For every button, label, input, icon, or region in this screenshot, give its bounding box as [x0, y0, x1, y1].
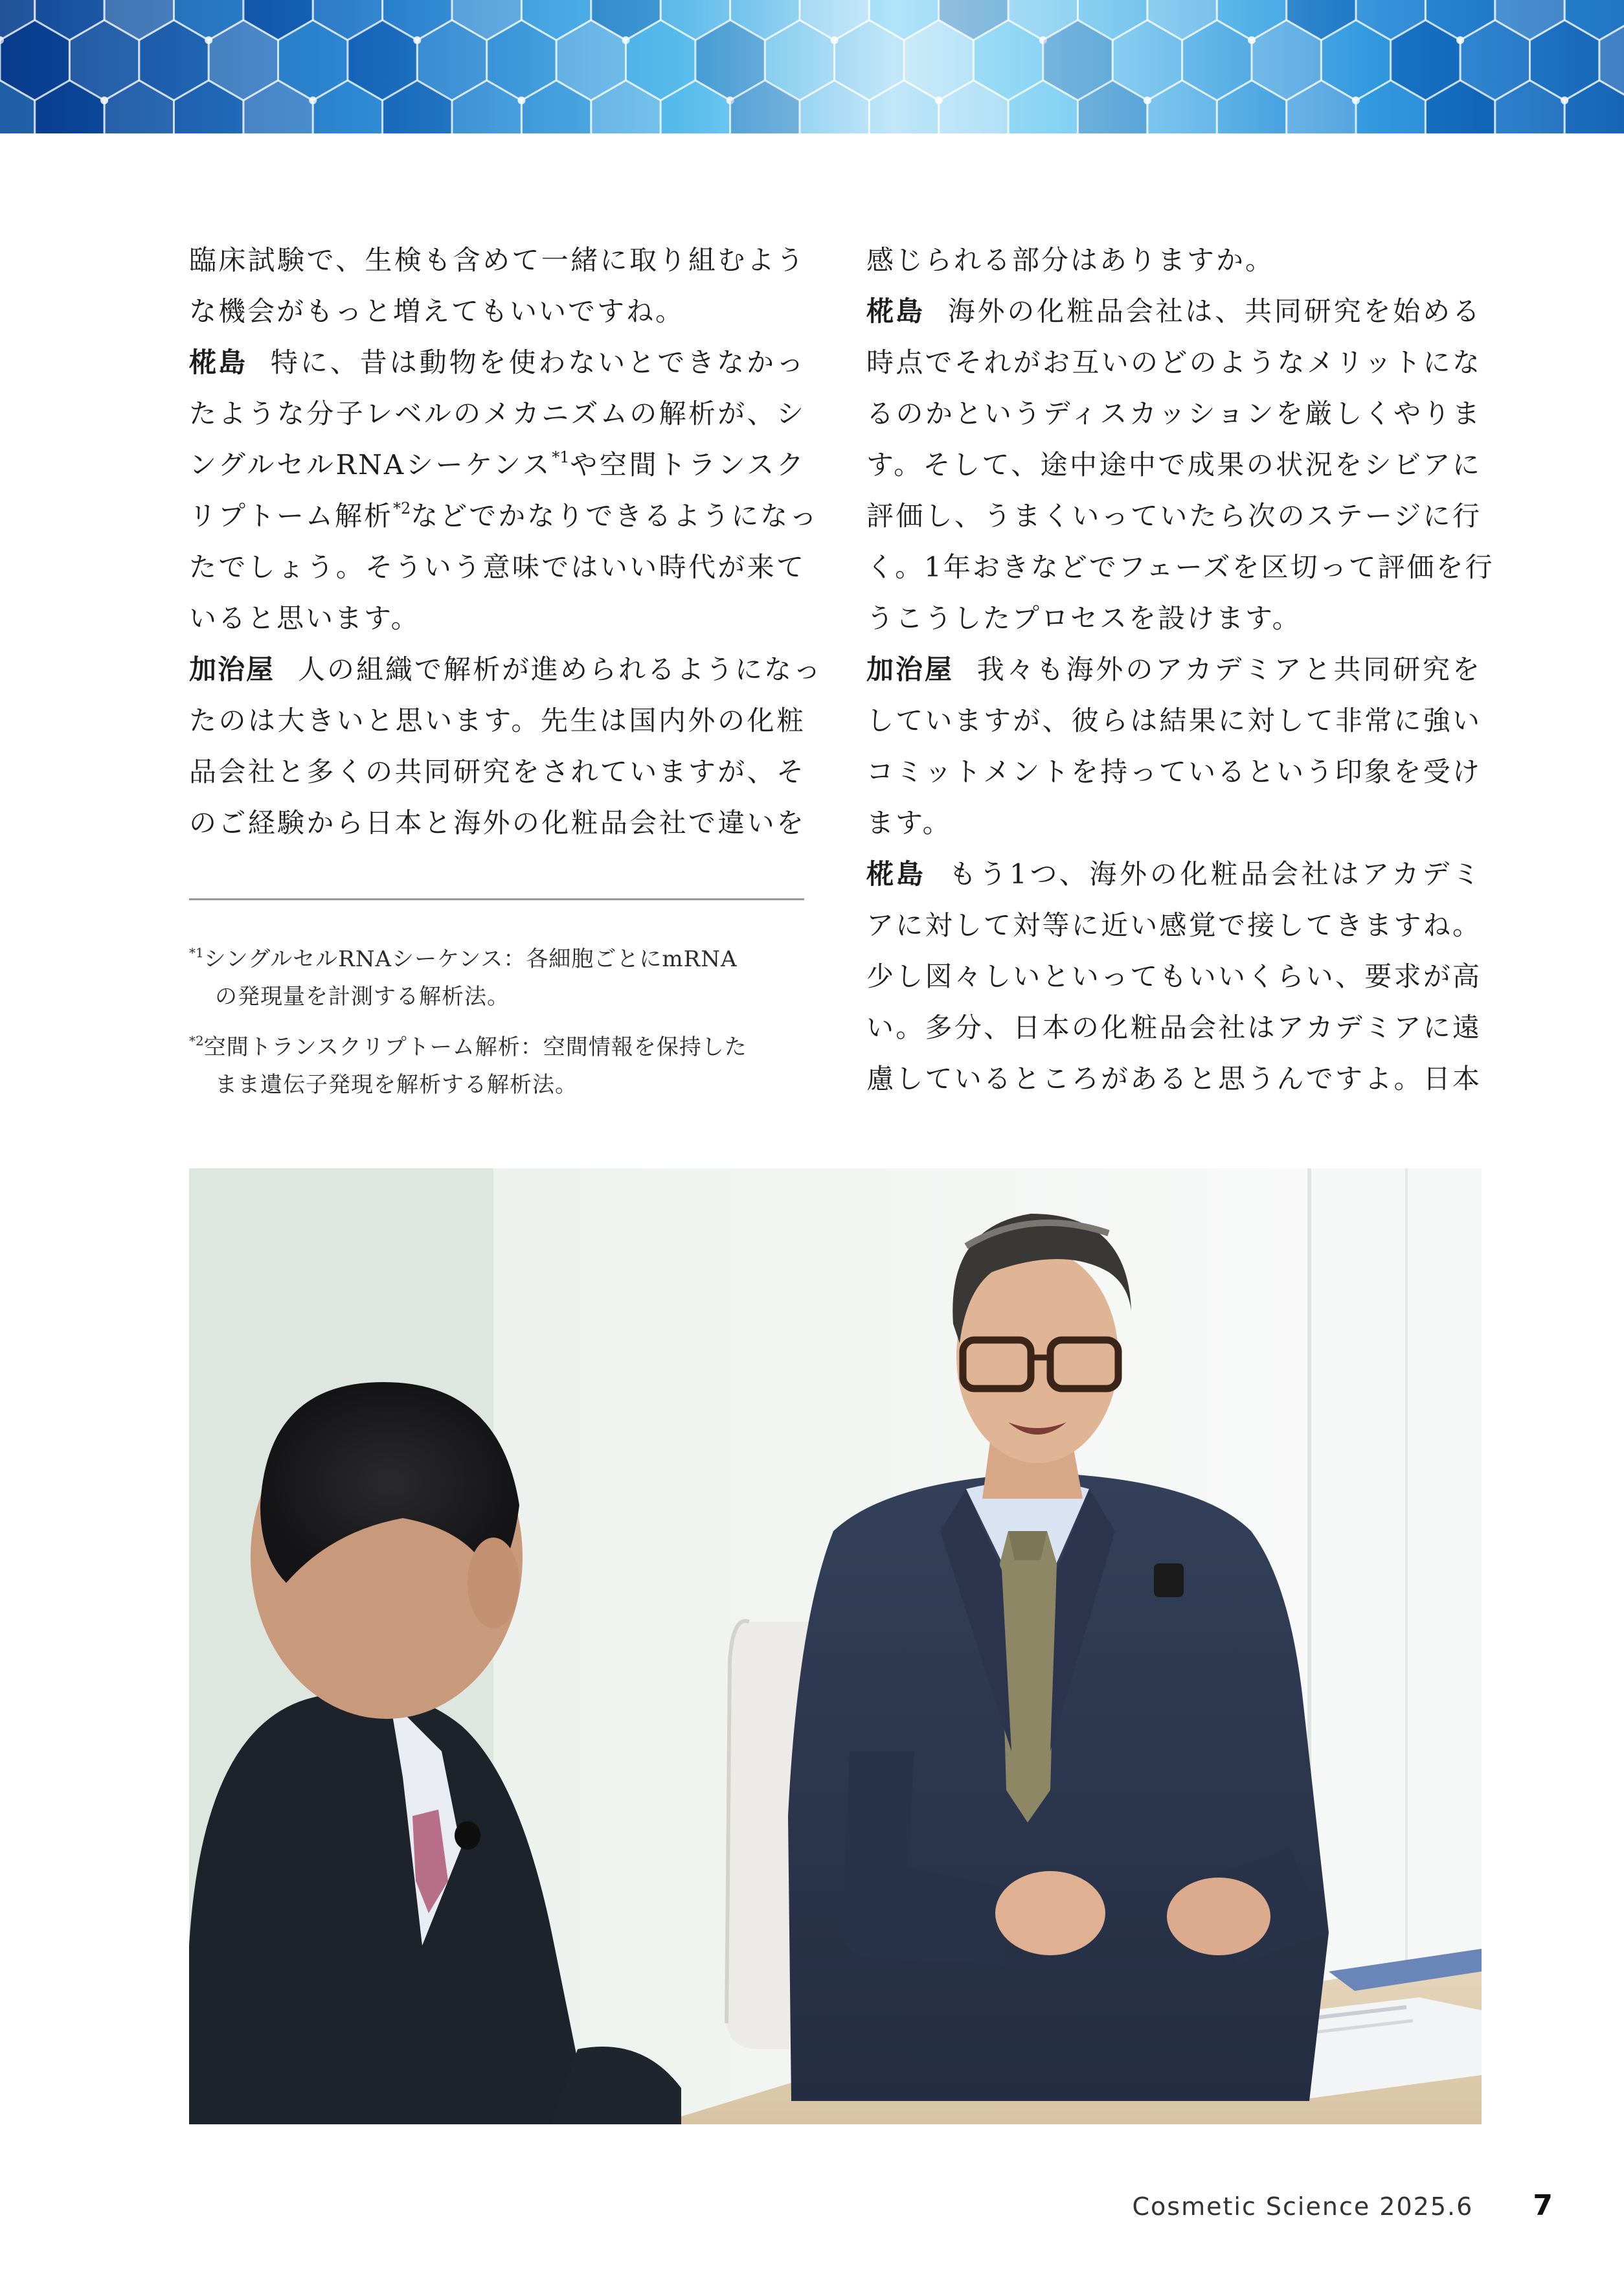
text-line — [189, 644, 823, 695]
article-left-column — [189, 234, 823, 848]
text-line — [866, 388, 1482, 439]
text-line — [189, 234, 806, 286]
body-text: く。1年おきなどでフェーズを区切って評価を行 — [866, 551, 1494, 583]
text-line — [189, 695, 806, 746]
text-line — [189, 337, 806, 388]
speaker-name: 椛島 — [866, 295, 925, 327]
article-right-column — [866, 234, 1494, 1104]
text-line — [189, 541, 806, 593]
header-hexagon-banner — [0, 0, 1624, 133]
text-line — [189, 490, 819, 541]
body-text: 我々も海外のアカデミアと共同研究を — [976, 653, 1482, 685]
speaker-name: 加治屋 — [189, 653, 275, 685]
body-text: のご経験から日本と海外の化粧品会社で違いを — [189, 807, 806, 839]
footnote-reference: *2 — [393, 499, 411, 517]
body-text: いると思います。 — [189, 602, 420, 634]
text-line — [189, 593, 806, 644]
text-line — [866, 797, 1482, 848]
body-text: ます。 — [866, 807, 952, 839]
body-text: などでかなりできるようになっ — [411, 500, 819, 532]
body-text: い。多分、日本の化粧品会社はアカデミアに遠 — [866, 1012, 1482, 1043]
text-line — [189, 439, 806, 490]
footnotes — [189, 940, 806, 1117]
body-text: 評価し、うまくいっていたら次のステージに行 — [866, 500, 1482, 532]
footnote-text-cont: まま遺伝子発現を解析する解析法。 — [215, 1072, 578, 1098]
footnote-text-cont: の発現量を計測する解析法。 — [215, 984, 510, 1010]
body-text: す。そして、途中途中で成果の状況をシビアに — [866, 449, 1482, 481]
body-text: 時点でそれがお互いのどのようなメリットにな — [866, 346, 1482, 378]
interview-photo — [189, 1168, 1482, 2124]
footnote-reference: *1 — [552, 448, 570, 466]
text-line — [866, 439, 1482, 490]
footnote-2 — [189, 1028, 806, 1104]
footnote-text: 空間トランスクリプトーム解析：空間情報を保持した — [203, 1034, 747, 1060]
text-line — [866, 490, 1482, 541]
body-text: 特に、昔は動物を使わないとできなかっ — [270, 346, 806, 378]
body-text: 少し図々しいといってもいいくらい、要求が高 — [866, 960, 1482, 992]
body-text: るのかというディスカッションを厳しくやりま — [866, 398, 1482, 429]
footnote-divider — [189, 898, 804, 900]
body-text: もう1つ、海外の化粧品会社はアカデミ — [949, 858, 1482, 890]
text-line — [189, 797, 806, 848]
body-text: 臨床試験で、生検も含めて一緒に取り組むよう — [189, 244, 806, 276]
speaker-name: 加治屋 — [866, 653, 954, 685]
text-line — [866, 848, 1482, 900]
hexagon-pattern — [0, 0, 1624, 133]
body-text: な機会がもっと増えてもいいですね。 — [189, 295, 685, 327]
text-line — [189, 388, 806, 439]
body-text: アに対して対等に近い感覚で接してきますね。 — [866, 909, 1482, 941]
footnote-text: シングルセルRNAシーケンス：各細胞ごとにmRNA — [203, 946, 738, 972]
body-text: や空間トランスク — [569, 449, 806, 481]
body-text: たでしょう。そういう意味ではいい時代が来て — [189, 551, 806, 583]
body-text: していますが、彼らは結果に対して非常に強い — [866, 705, 1482, 736]
body-text: 品会社と多くの共同研究をされていますが、そ — [189, 756, 806, 788]
page-number: 7 — [1533, 2189, 1553, 2222]
text-line — [866, 746, 1482, 797]
text-line — [866, 337, 1482, 388]
body-text: たのは大きいと思います。先生は国内外の化粧 — [189, 705, 806, 736]
text-line — [866, 695, 1482, 746]
text-line — [866, 593, 1482, 644]
body-text: コミットメントを持っているという印象を受け — [866, 756, 1482, 788]
page-footer — [1133, 2189, 1553, 2222]
footnote-mark: *1 — [189, 945, 204, 960]
body-text: 感じられる部分はありますか。 — [866, 244, 1275, 276]
text-line — [866, 951, 1482, 1002]
body-text: 人の組織で解析が進められるようになっ — [298, 653, 823, 685]
body-text: ングルセルRNAシーケンス — [189, 449, 552, 481]
footnote-mark: *2 — [189, 1033, 204, 1049]
text-line — [189, 286, 806, 337]
interview-photo-illustration — [189, 1168, 1482, 2124]
text-line — [866, 644, 1482, 695]
text-line — [189, 746, 806, 797]
body-text: リプトーム解析 — [189, 500, 394, 532]
footnote-1 — [189, 940, 806, 1016]
text-line — [866, 1053, 1482, 1104]
text-line — [866, 900, 1482, 951]
body-text: 慮しているところがあると思うんですよ。日本 — [866, 1063, 1482, 1095]
body-text: たような分子レベルのメカニズムの解析が、シ — [189, 398, 806, 429]
speaker-name: 椛島 — [189, 346, 247, 378]
body-text: 海外の化粧品会社は、共同研究を始める — [947, 295, 1482, 327]
journal-issue: Cosmetic Science 2025.6 — [1132, 2192, 1474, 2221]
text-line — [866, 1002, 1482, 1053]
speaker-name: 椛島 — [866, 858, 926, 890]
body-text: うこうしたプロセスを設けます。 — [866, 602, 1302, 634]
text-line — [866, 541, 1494, 593]
text-line — [866, 234, 1482, 286]
text-line — [866, 286, 1482, 337]
